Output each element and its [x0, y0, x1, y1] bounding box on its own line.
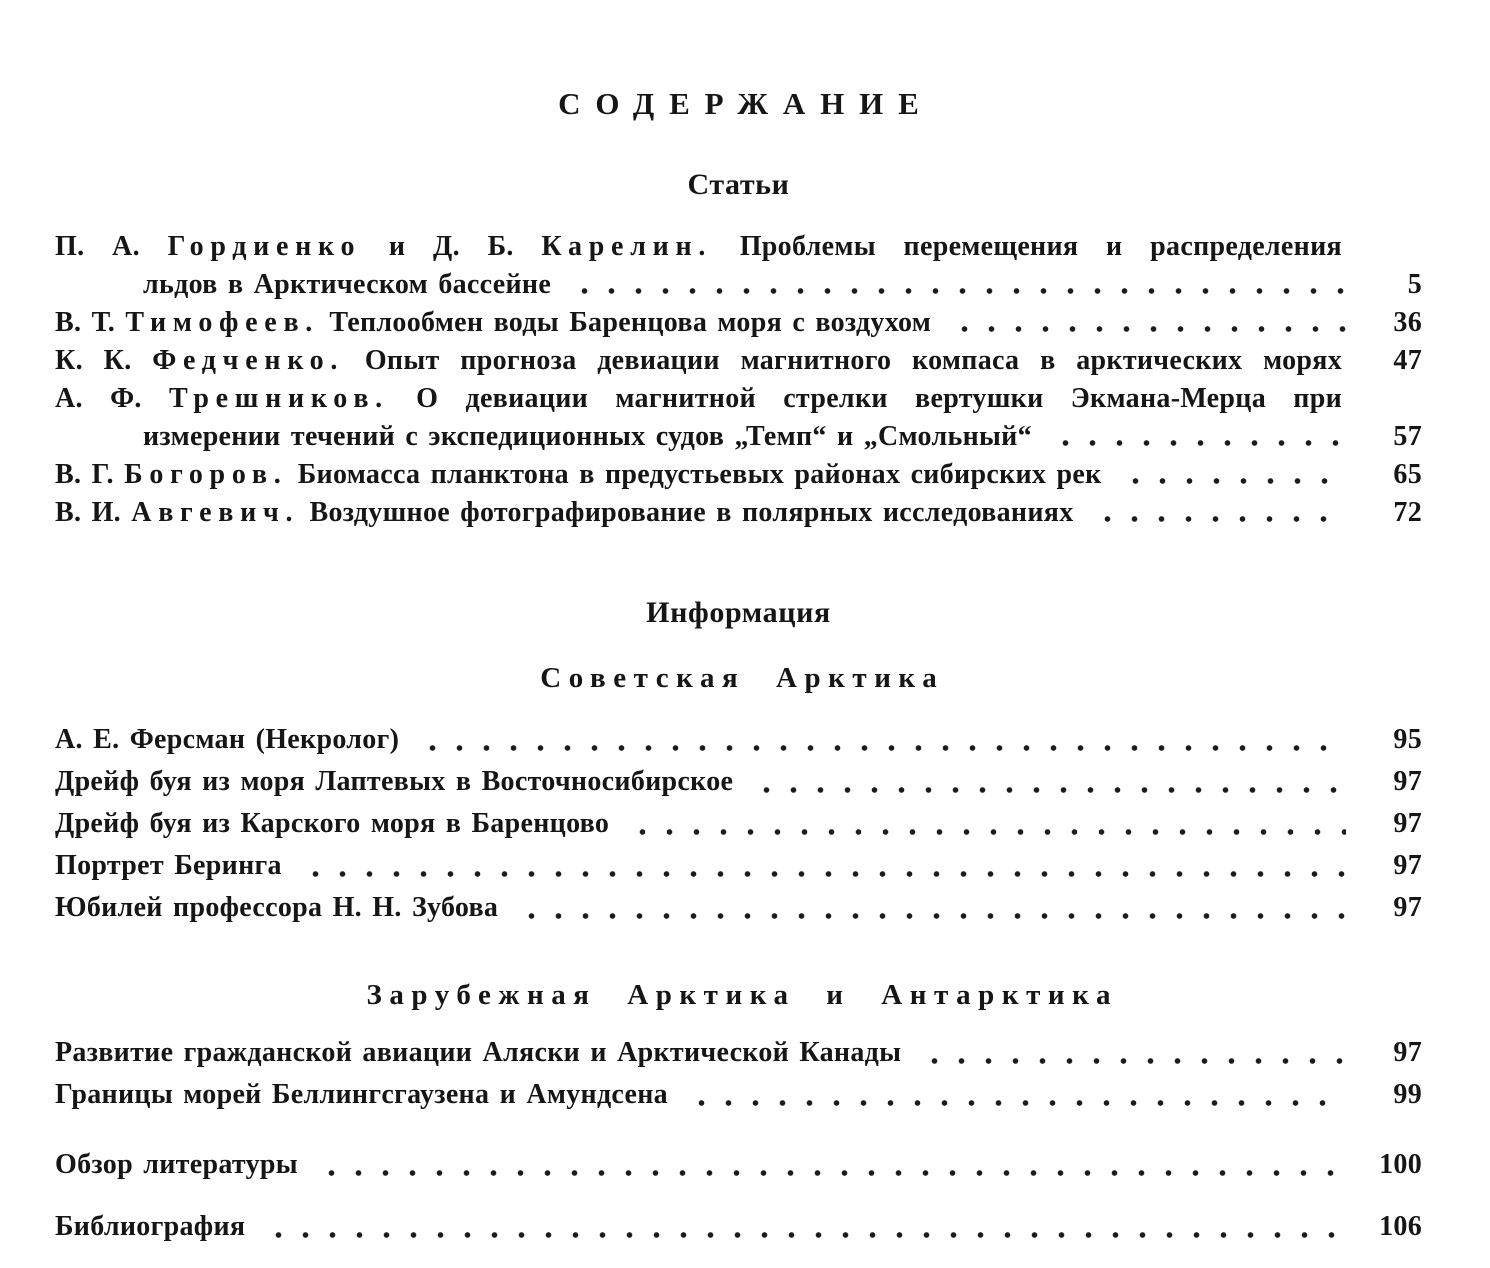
toc-entry — [55, 1206, 1422, 1248]
entry-title-text: Воздушное фотографирование в полярных исследованиях — [299, 497, 1074, 528]
page-number: 57 — [1393, 421, 1422, 452]
soviet-arctic-list — [55, 719, 1422, 929]
page-number: 97 — [1393, 1037, 1422, 1068]
author-initials: П. А. — [55, 231, 168, 262]
entry-title — [55, 228, 1342, 266]
dot-leader — [512, 887, 1346, 929]
toc-entry — [55, 887, 1422, 929]
toc-entry — [55, 1144, 1422, 1186]
toc-entry — [55, 304, 1422, 342]
page-number-placeholder — [1356, 380, 1422, 418]
author-name: Федченко. — [152, 345, 345, 376]
page-number: 65 — [1393, 459, 1422, 490]
dot-leader — [623, 803, 1346, 845]
author-initials: В. Т. — [55, 307, 126, 338]
toc-entry — [55, 380, 1422, 418]
dot-leader — [1088, 494, 1346, 532]
author-initials: В. Г. — [55, 459, 125, 490]
bottom-list — [55, 1144, 1422, 1248]
page-number: 5 — [1407, 269, 1422, 300]
author-initials: К. К. — [55, 345, 153, 376]
page-number: 47 — [1393, 345, 1422, 376]
author-initials: В. И. — [55, 497, 132, 528]
entry-title — [55, 456, 1102, 494]
entry-title: Юбилей профессора Н. Н. Зубова — [55, 892, 499, 923]
toc-entry — [55, 342, 1422, 380]
toc-entry — [55, 845, 1422, 887]
foreign-arctic-heading: Зарубежная Арктика и Антарктика — [366, 979, 1118, 1011]
author-name: Тимофеев. — [125, 307, 320, 338]
entry-title — [55, 380, 1342, 418]
author-initials: Д. Б. — [433, 231, 542, 262]
dot-leader — [1116, 456, 1346, 494]
conjunction: и — [361, 231, 434, 262]
page-title: СОДЕРЖАНИЕ — [558, 86, 934, 121]
dot-leader — [259, 1206, 1346, 1248]
articles-section-heading: Статьи — [687, 168, 790, 201]
author-name: Карелин. — [541, 231, 713, 262]
entry-title — [55, 342, 1342, 380]
page-number: 97 — [1393, 850, 1422, 881]
page-number: 106 — [1379, 1211, 1422, 1242]
page-number: 100 — [1379, 1149, 1422, 1180]
entry-title: А. Е. Ферсман (Некролог) — [55, 724, 400, 755]
page-number-placeholder — [1356, 228, 1422, 266]
dot-leader — [747, 761, 1346, 803]
entry-title-text: О девиации магнитной стрелки вертушки Экмана-Мерца при — [388, 383, 1342, 414]
dot-leader — [413, 719, 1346, 761]
articles-list — [55, 228, 1422, 532]
dot-leader — [945, 304, 1346, 342]
toc-entry — [55, 418, 1422, 456]
entry-title-text: Биомасса планктона в предустьевых районах сибирских рек — [287, 459, 1102, 490]
entry-title: Дрейф буя из Карского моря в Баренцово — [55, 808, 610, 839]
page-number: 97 — [1393, 808, 1422, 839]
entry-title-text: Теплообмен воды Баренцова моря с воздухом — [319, 307, 932, 338]
page-number: 95 — [1393, 724, 1422, 755]
entry-title: Дрейф буя из моря Лаптевых в Восточносибирское — [55, 766, 734, 797]
dot-leader — [565, 266, 1346, 304]
toc-entry — [55, 1032, 1422, 1074]
page-number: 99 — [1393, 1079, 1422, 1110]
page-number: 97 — [1393, 766, 1422, 797]
page-number: 36 — [1393, 307, 1422, 338]
page-number: 97 — [1393, 892, 1422, 923]
entry-title: измерении течений с экспедиционных судов „Темп“ и „Смольный“ — [143, 421, 1032, 452]
dot-leader — [1046, 418, 1346, 456]
soviet-arctic-heading: Советская Арктика — [540, 662, 945, 694]
entry-title: Обзор литературы — [55, 1149, 298, 1180]
entry-title: Портрет Беринга — [55, 850, 282, 881]
toc-entry — [55, 228, 1422, 266]
author-name: Трешников. — [168, 383, 389, 414]
entry-title-text: Проблемы перемещения и распределения — [712, 231, 1342, 262]
foreign-arctic-list — [55, 1032, 1422, 1116]
entry-title: Развитие гражданской авиации Аляски и Арктической Канады — [55, 1037, 902, 1068]
info-section-heading: Информация — [646, 596, 831, 629]
author-name: Гордиенко — [167, 231, 362, 262]
author-name: Богоров. — [124, 459, 288, 490]
entry-title — [55, 494, 1074, 532]
toc-entry — [55, 494, 1422, 532]
dot-leader — [682, 1074, 1346, 1116]
author-initials: А. Ф. — [55, 383, 169, 414]
toc-entry — [55, 266, 1422, 304]
entry-title — [55, 304, 931, 342]
page-number: 72 — [1393, 497, 1422, 528]
toc-entry — [55, 719, 1422, 761]
entry-title: Границы морей Беллингсгаузена и Амундсена — [55, 1079, 668, 1110]
dot-leader — [296, 845, 1346, 887]
dot-leader — [312, 1144, 1346, 1186]
entry-title: Библиография — [55, 1211, 246, 1242]
entry-title: льдов в Арктическом бассейне — [143, 269, 552, 300]
toc-entry — [55, 761, 1422, 803]
entry-title-text: Опыт прогноза девиации магнитного компаса в арктических морях — [344, 345, 1342, 376]
toc-entry — [55, 803, 1422, 845]
dot-leader — [915, 1032, 1346, 1074]
toc-entry — [55, 1074, 1422, 1116]
author-name: Авгевич. — [131, 497, 300, 528]
toc-entry — [55, 456, 1422, 494]
